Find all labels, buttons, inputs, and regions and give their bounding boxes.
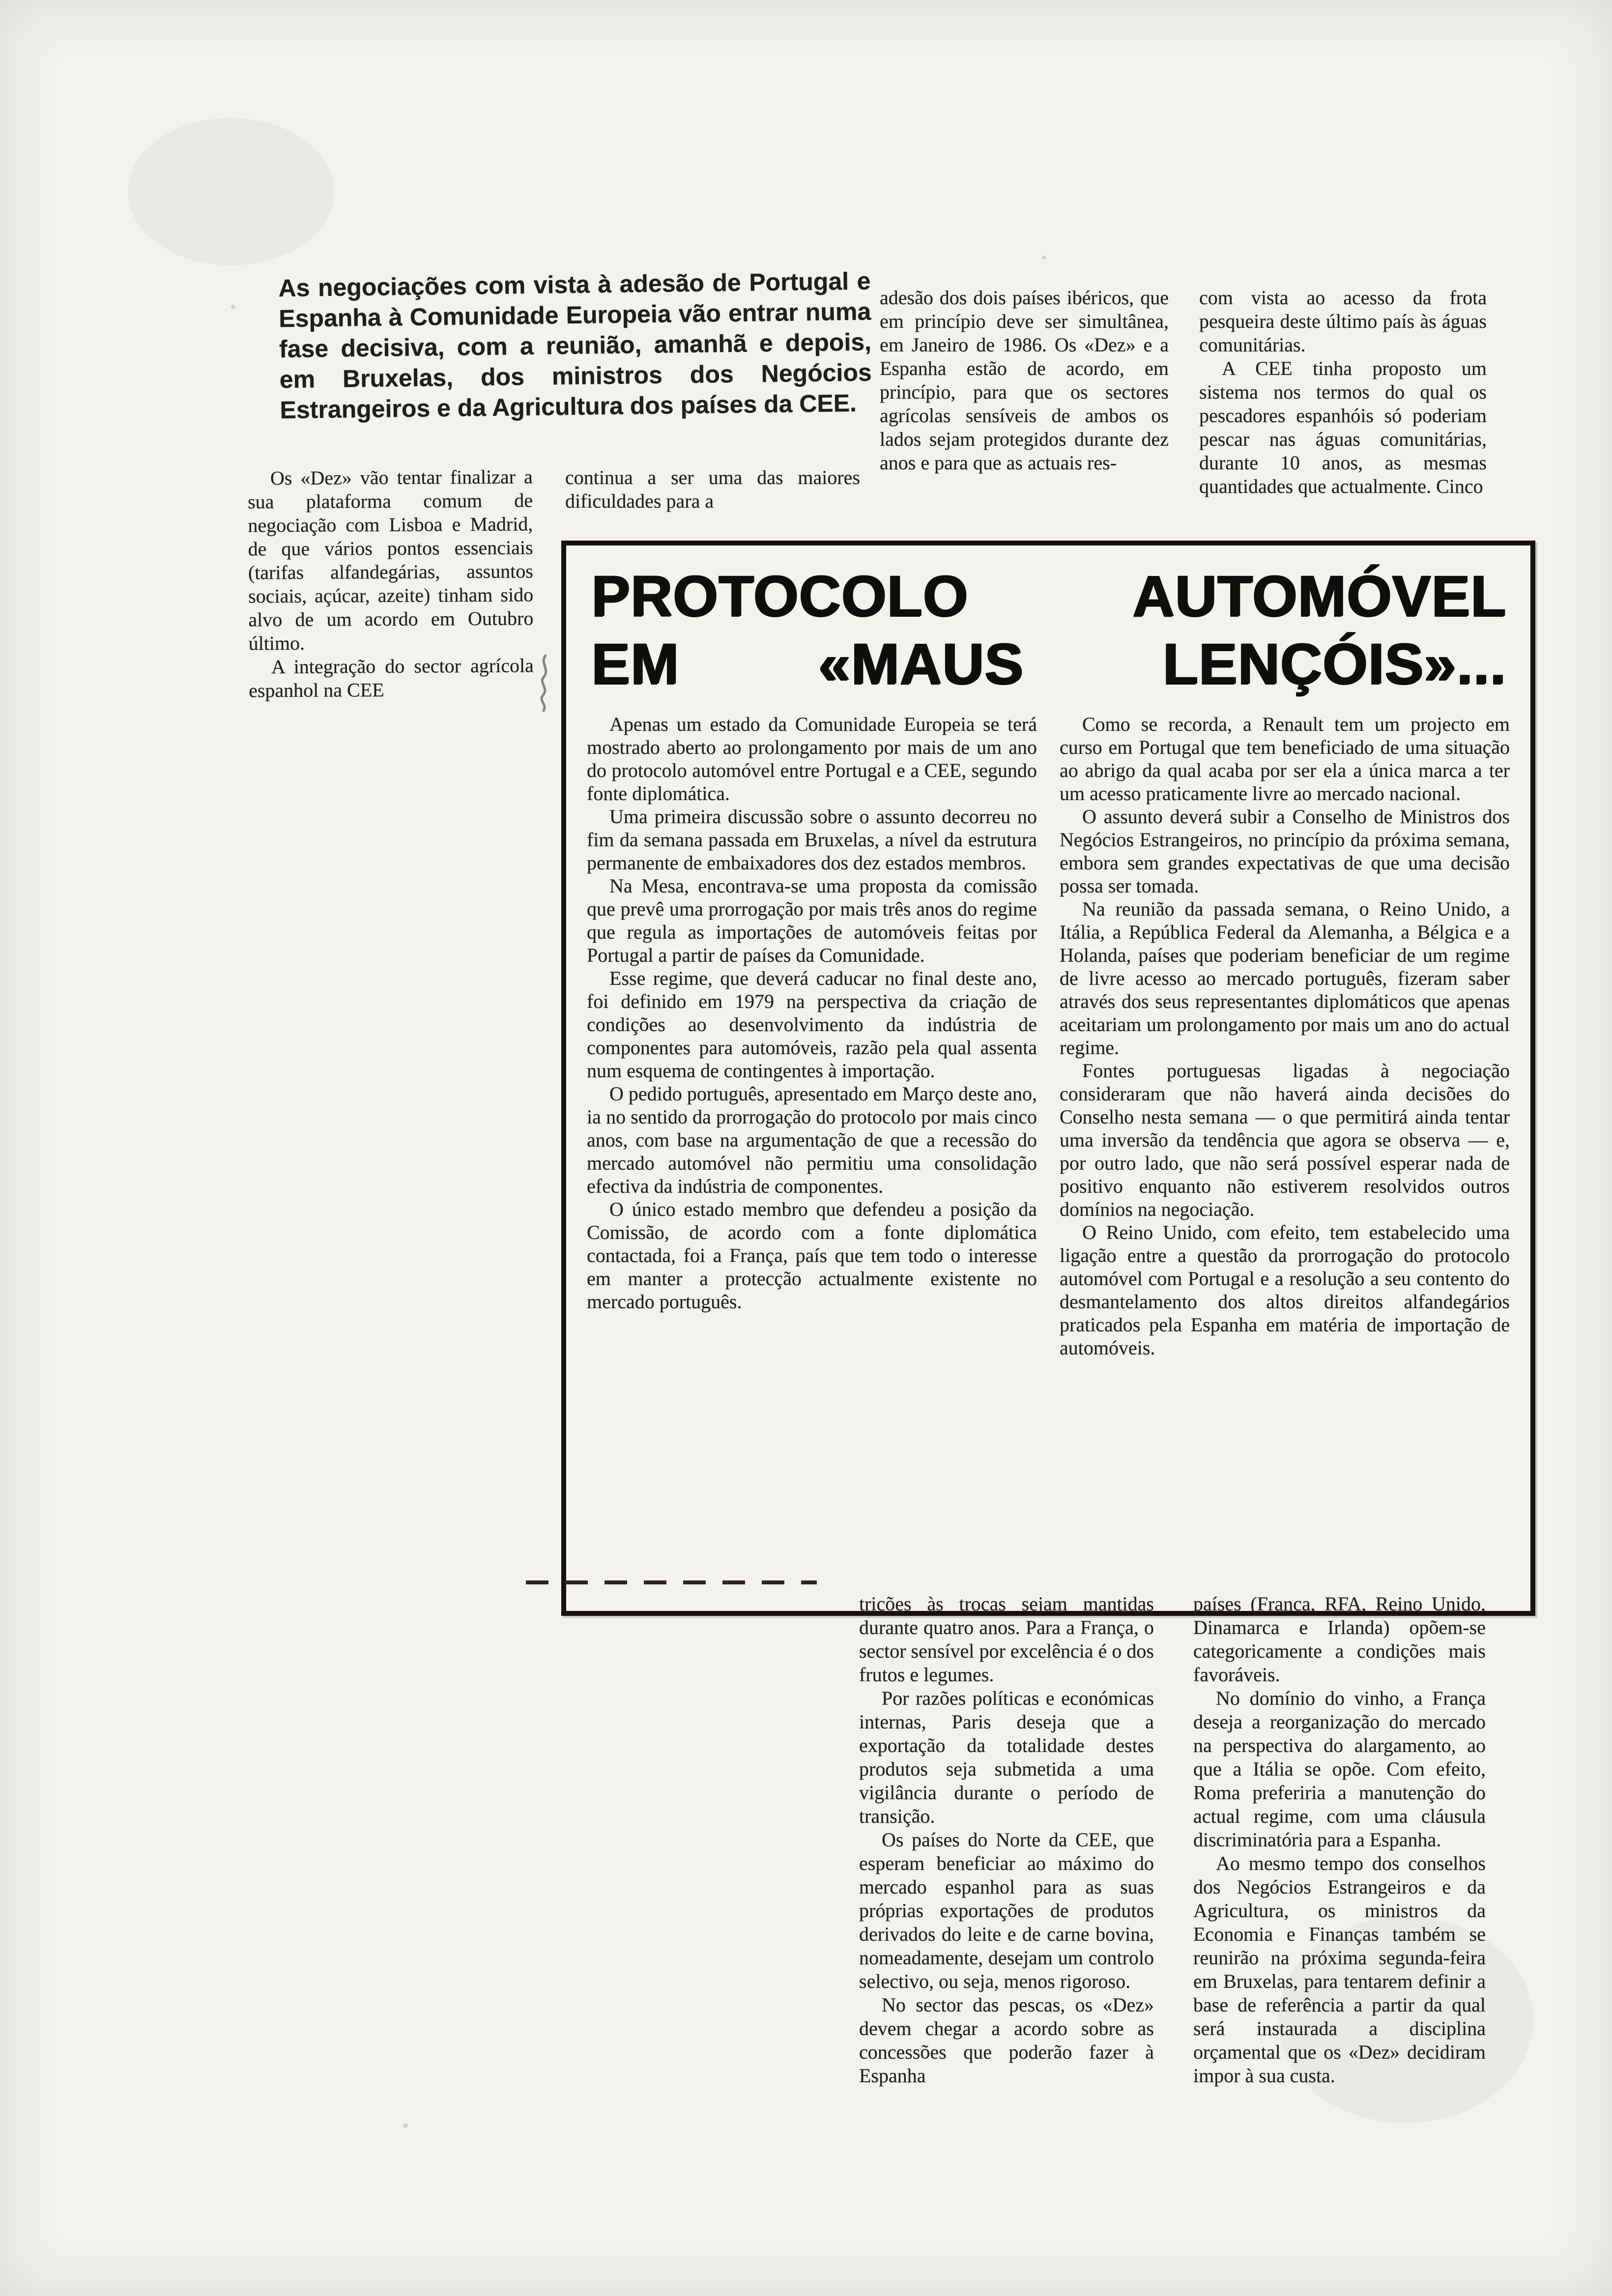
paragraph: A CEE tinha proposto um sistema nos termos do qual os pescadores espanhóis só poderiam pescar nas águas comunitárias, durante 10 anos, as mesmas quantidades que actualmente. Cinco — [1199, 357, 1487, 497]
scan-speck — [1042, 256, 1046, 259]
paragraph: Como se recorda, a Renault tem um projecto em curso em Portugal que tem beneficiado de uma situação ao abrigo da qual acaba por ser ela a única marca a ter um acesso praticamente livre ao mercado nacional. — [1060, 713, 1510, 804]
paragraph: No sector das pescas, os «Dez» devem chegar a acordo sobre as concessões que poderão fazer à Espanha — [859, 1994, 1154, 2087]
paragraph: O Reino Unido, com efeito, tem estabelecido uma ligação entre a questão da prorrogação do protocolo automóvel com Portugal e a resolução a seu contento do desmantelamento dos altos direitos alfandegários praticados pela Espanha em matéria de importação de automóveis. — [1060, 1221, 1510, 1359]
column-top-left — [248, 465, 534, 702]
paragraph: O pedido português, apresentado em Março deste ano, ia no sentido da prorrogação do protocolo por mais cinco anos, com base na argumentação de que a recessão do mercado automóvel não permitiu uma consolidação efectiva da indústria de componentes. — [587, 1083, 1037, 1197]
paragraph: Uma primeira discussão sobre o assunto decorreu no fim da semana passada em Bruxelas, a nível da estrutura permanente de embaixadores dos dez estados membros. — [587, 805, 1037, 874]
headline-line-2: EM «MAUS LENÇÓIS»... — [591, 631, 1506, 696]
paragraph: Na reunião da passada semana, o Reino Unido, a Itália, a República Federal da Alemanha, a Bélgica e a Holanda, países que poderiam beneficiar de um regime de livre acesso ao mercado português, fizeram saber através dos seus representantes diplomáticos que apenas aceitariam um prolongamento por mais um ano do actual regime. — [1060, 898, 1510, 1059]
paragraph: adesão dos dois países ibéricos, que em princípio deve ser simultânea, em Janeiro de 1986. Os «Dez» e a Espanha estão de acordo, em princípio, para que os sectores agrícolas sensíveis de ambos os lados sejam protegidos durante dez anos e para que as actuais res- — [880, 287, 1169, 474]
column-bottom-right — [1193, 1592, 1486, 2088]
paragraph: trições às trocas sejam mantidas durante quatro anos. Para a França, o sector sensível por excelência é o dos frutos e legumes. — [859, 1593, 1154, 1686]
paragraph: Esse regime, que deverá caducar no final deste ano, foi definido em 1979 na perspectiva da criação de condições ao desenvolvimento da indústria de componentes para automóveis, razão pela qual assenta num esquema de contingentes à importação. — [587, 967, 1037, 1082]
headline-line-1: PROTOCOLO AUTOMÓVEL — [591, 564, 1506, 629]
paragraph: Na Mesa, encontrava-se uma proposta da comissão que prevê uma prorrogação por mais três anos do regime que regula as importações de automóveis feitas por Portugal a partir de países da Comunidade. — [587, 875, 1037, 966]
lead-paragraph: As negociações com vista à adesão de Portugal e Espanha à Comunidade Europeia vão entrar numa fase decisiva, com a reunião, amanhã e depois, em Bruxelas, dos ministros dos Negócios Estrangeiros e da Agricultura dos países da CEE. — [278, 267, 872, 424]
boxed-article — [561, 541, 1535, 1616]
article-columns — [587, 713, 1510, 1359]
dashed-separator — [526, 1580, 817, 1584]
paragraph: Apenas um estado da Comunidade Europeia se terá mostrado aberto ao prolongamento por mais de um ano do protocolo automóvel entre Portugal e a CEE, segundo fonte diplomática. — [587, 713, 1037, 804]
article-left-column — [587, 713, 1037, 1359]
article-right-column — [1060, 713, 1510, 1359]
paragraph: O assunto deverá subir a Conselho de Ministros dos Negócios Estrangeiros, no princípio da próxima semana, embora sem grandes expectativas de que uma decisão possa ser tomada. — [1060, 805, 1510, 897]
paragraph: A integração do sector agrícola espanhol na CEE — [249, 654, 534, 702]
article-headline — [591, 562, 1506, 698]
scan-speck — [231, 305, 235, 309]
paragraph: países (França, RFA, Reino Unido, Dinamarca e Irlanda) opõem-se categoricamente a condições mais favoráveis. — [1193, 1593, 1486, 1686]
squiggle-icon — [535, 654, 554, 713]
paragraph: Os «Dez» vão tentar finalizar a sua plataforma comum de negociação com Lisboa e Madrid, de que vários pontos essenciais (tarifas alfandegárias, assuntos sociais, açúcar, azeite) tinham sido alvo de um acordo em Outubro último. — [248, 465, 534, 655]
paragraph: O único estado membro que defendeu a posição da Comissão, de acordo com a fonte diplomática contactada, foi a França, país que tem todo o interesse em manter a protecção actualmente existente no mercado português. — [587, 1198, 1037, 1313]
paragraph: com vista ao acesso da frota pesqueira deste último país às águas comunitárias. — [1199, 287, 1487, 356]
handwritten-mark — [535, 654, 554, 715]
column-top-mid — [565, 466, 860, 513]
column-bottom-left — [859, 1592, 1154, 2088]
scan-blotch — [128, 118, 334, 265]
paragraph: Os países do Norte da CEE, que esperam beneficiar ao máximo do mercado espanhol para as suas próprias exportações de produtos derivados do leite e de carne bovina, nomeadamente, desejam um controlo selectivo, ou seja, menos rigoroso. — [859, 1829, 1154, 1992]
paragraph: Ao mesmo tempo dos conselhos dos Negócios Estrangeiros e da Agricultura, os ministros da Economia e Finanças também se reunirão na próxima segunda-feira em Bruxelas, para tentarem definir a base de referência a partir da qual será instaurada a disciplina orçamental que os «Dez» decidiram impor à sua custa. — [1193, 1852, 1486, 2087]
paragraph: Por razões políticas e económicas internas, Paris deseja que a exportação da totalidade destes produtos seja submetida a uma vigilância durante o período de transição. — [859, 1687, 1154, 1827]
column-top-right — [1199, 286, 1487, 498]
paragraph: continua a ser uma das maiores dificuldades para a — [565, 466, 860, 512]
paragraph: No domínio do vinho, a França deseja a reorganização do mercado na perspectiva do alargamento, ao que a Itália se opõe. Com efeito, Roma preferiria a manutenção do actual regime, com uma cláusula discriminatória para a Espanha. — [1193, 1687, 1486, 1851]
paragraph: Fontes portuguesas ligadas à negociação consideraram que não haverá ainda decisões do Conselho nesta semana — o que permitirá ainda tentar uma inversão da tendência que agora se observa — e, por outro lado, que não será possível esperar nada de positivo enquanto não estiverem resolvidos outros domínios na negociação. — [1060, 1060, 1510, 1220]
scan-speck — [403, 2123, 408, 2128]
column-top-third — [880, 286, 1169, 475]
